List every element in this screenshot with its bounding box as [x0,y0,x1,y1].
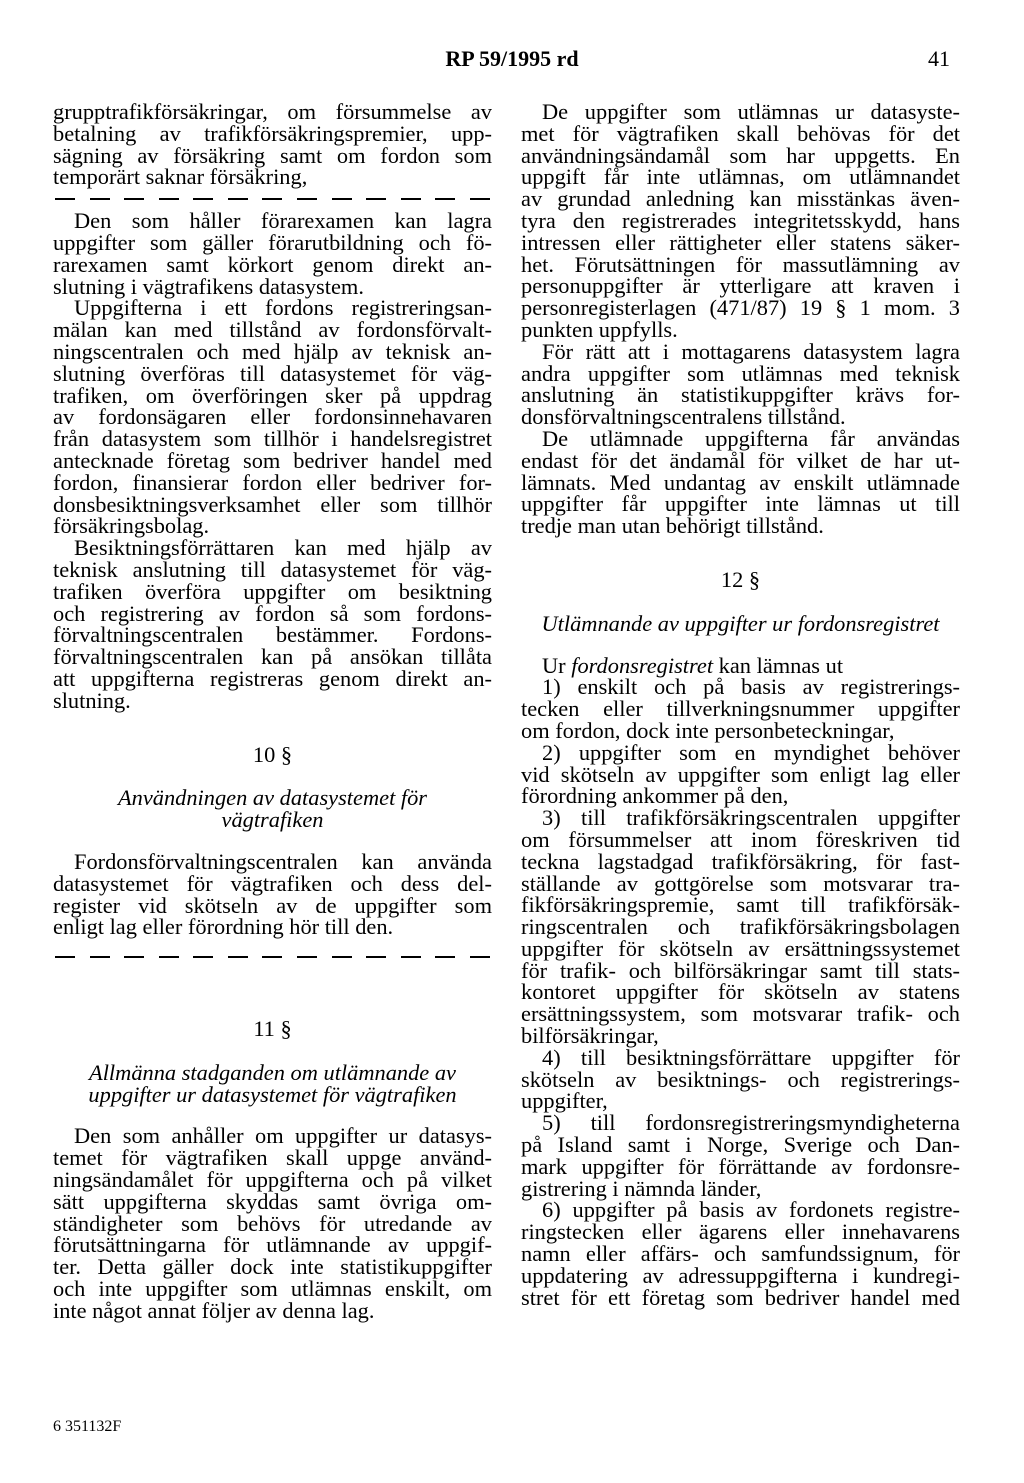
text-line: 3) till trafikförsäkringscentralen uppgifter [542,805,960,831]
section-title: Allmänna stadganden om utlämnande av [89,1059,456,1085]
paragraph [521,338,960,430]
text-line: Den som håller förarexamen kan lagra [74,208,492,234]
text-line: personuppgifter är ytterligare att kraven i [521,273,960,299]
text-line: om försummelser att inom föreskriven tid [521,826,960,852]
text-line: tredje man utan behörigt tillstånd. [521,513,824,539]
text-line: personregisterlagen (471/87) 19 § 1 mom. 3 [521,295,960,321]
item-list [521,676,960,1308]
text-line: stret för ett företag som bedriver handel med [521,1284,960,1310]
text-line: teckna lagstadgad trafikförsäkring, för fast- [521,848,960,874]
paragraph [521,101,960,341]
text-line: Den som anhåller om uppgifter ur datasys- [74,1123,492,1149]
text-line: Uppgifterna i ett fordons registreringsan- [74,295,492,321]
text-line: användningsändamål som har uppgetts. En [521,142,960,168]
text-line: av grundad anledning kan misstänkas även- [521,186,960,212]
text-line: teknisk anslutning till datasystemet för väg- [53,556,492,582]
section-number: 12 § [720,566,761,592]
text-line: För rätt att i mottagarens datasystem lagra [542,338,960,364]
text-line: anslutning än statistikuppgifter krävs for- [521,382,960,408]
section-number: 11 § [253,1016,292,1042]
list-item [521,1199,960,1308]
text-line: intressen eller rättigheter eller statens säker- [521,229,960,255]
document-title: RP 59/1995 rd [445,46,579,71]
text-line: förordning ankommer på den, [521,783,789,809]
text-line: antecknade företag som bedriver handel med [53,447,492,473]
text-line: av fordonsägaren eller fordonsinnehavaren [53,404,492,430]
text-line: tecken eller tillverkningsnummer uppgifter [521,696,960,722]
text-line: enligt lag eller förordning hör till den. [53,914,394,940]
text-line: register vid skötseln av de uppgifter som [53,892,492,918]
text-line: ständigheter som behövs för utredande av [53,1210,492,1236]
text-line: 2) uppgifter som en myndighet behöver [542,739,960,765]
text-line: betalning av trafikförsäkringspremier, upp- [53,120,492,146]
section-title: uppgifter ur datasystemet för vägtrafiken [88,1081,457,1107]
paragraph [53,537,492,711]
section-title: Användningen av datasystemet för [117,785,428,811]
text-line: namn eller affärs- och samfundssignum, för [521,1241,960,1267]
text-line: temet för vägtrafiken skall uppge använd- [53,1145,492,1171]
text-line: uppgifter, [521,1088,608,1114]
text-line: trafiken, om överföringen sker på uppdrag [53,382,492,408]
text-line: uppgifter får uppgifter inte lämnas ut till [521,491,960,517]
intro-prefix: Ur [542,652,566,678]
list-intro [521,652,960,678]
text-line: ringscentralen och trafikförsäkringsbolagen [521,914,960,940]
list-item [521,807,960,1047]
text-line: het. Förutsättningen för massutlämning av [521,251,960,277]
text-line: 4) till besiktningsförrättare uppgifter för [542,1044,960,1070]
section-title: Utlämnande av uppgifter ur fordonsregistret [541,610,940,636]
text-line: ningscentralen och med hjälp av teknisk an- [53,338,492,364]
text-line: ersättningssystem, som motsvarar trafik- och [521,1001,960,1027]
text-line: försäkringsbolag. [53,513,210,539]
text-line: 1) enskilt och på basis av registrerings- [542,674,960,700]
text-line: met för vägtrafiken skall behövas för det [521,120,960,146]
text-line: för trafik- och bilförsäkringar samt till stats- [521,957,960,983]
text-line: ställande av gottgörelse som motsvarar tra- [521,870,960,896]
list-item [521,1112,960,1199]
text-line: fikförsäkringspremie, samt till trafikförsäk- [521,892,960,918]
text-line: 5) till fordonsregistreringsmyndigheterna [542,1110,960,1136]
paragraph [53,210,492,297]
text-line: slutning. [53,687,131,713]
text-line: förvaltningscentralen kan på ansökan tillåta [53,644,492,670]
text-line: ringstecken eller ägarens eller innehavarens [521,1219,960,1245]
intro-register-name: fordonsregistret [571,652,714,678]
text-line: skötseln av besiktnings- och registrerings- [521,1066,960,1092]
text-line: mälan kan med tillstånd av fordonsförvalt- [53,317,492,343]
text-line: andra uppgifter som utlämnas med teknisk [521,360,960,386]
paragraph [53,101,492,188]
text-line: uppgifter som gäller förarutbildning och fö- [53,229,492,255]
text-line: datasystemet för vägtrafiken och dess del- [53,870,492,896]
text-line: mark uppgifter för förrättande av fordonsre- [521,1153,960,1179]
text-line: inte något annat följer av denna lag. [53,1297,375,1323]
text-line: Besiktningsförrättaren kan med hjälp av [74,535,492,561]
text-line: Fordonsförvaltningscentralen kan använda [74,848,492,874]
text-line: att uppgifterna registreras genom direkt an- [53,665,492,691]
text-line: donsförvaltningscentralens tillstånd. [521,404,846,430]
text-line: grupptrafikförsäkringar, om försummelse av [53,99,492,124]
text-line: uppgift får inte utlämnas, om utlämnandet [521,164,960,190]
text-line: bilförsäkringar, [521,1023,659,1049]
text-line: kontoret uppgifter för skötseln av statens [521,979,960,1005]
text-line: rarexamen samt körkort genom direkt an- [53,251,492,277]
text-line: 6) uppgifter på basis av fordonets registre- [542,1197,960,1223]
left-column [53,101,492,1322]
omission-dash-line [53,188,492,210]
text-line: och inte uppgifter som utlämnas enskilt, om [53,1276,492,1302]
text-line: på Island samt i Norge, Sverige och Dan- [521,1132,960,1158]
text-line: fordon, finansierar fordon eller bedriver for- [53,469,492,495]
paragraph [521,425,960,539]
text-line: temporärt saknar försäkring, [53,164,308,190]
text-line: slutning överföras till datasystemet för väg- [53,360,492,386]
text-line: punkten uppfylls. [521,316,678,342]
list-item [521,676,960,741]
text-line: lämnats. Med undantag av enskilt utlämnade [521,469,960,495]
section-number: 10 § [252,741,293,767]
text-line: gistrering i nämnda länder, [521,1175,762,1201]
page-header [0,46,1024,76]
paragraph [53,297,492,537]
text-line: ningsändamålet för uppgifterna och på vilket [53,1167,492,1193]
text-line: förvaltningscentralen bestämmer. Fordons- [53,622,492,648]
text-line: uppdatering av adressuppgifterna i kundregi- [521,1262,960,1288]
text-line: trafiken överföra uppgifter om besiktning [53,578,492,604]
list-item [521,1044,960,1114]
text-line: uppgifter för skötseln av ersättningssystemet [521,935,960,961]
text-line: sätt uppgifterna skyddas samt övriga om- [53,1188,492,1214]
text-line: donsbesiktningsverksamhet eller som tillhör [53,491,492,517]
text-line: förutsättningarna för utlämnande av uppgif- [53,1232,492,1258]
text-line: tyra den registrerades integritetsskydd, hans [521,207,960,233]
text-line: ter. Detta gäller dock inte statistikuppgifter [53,1254,492,1280]
text-line: De utlämnade uppgifterna får användas [542,425,960,451]
omission-dash-line [53,946,492,968]
text-line: och registrering av fordon så som fordons- [53,600,492,626]
intro-suffix: kan lämnas ut [718,652,844,678]
paragraph [53,1125,492,1321]
text-line: vid skötseln av uppgifter som enligt lag eller [521,761,960,787]
text-line: De uppgifter som utlämnas ur datasyste- [542,99,960,124]
text-line: slutning i vägtrafikens datasystem. [53,273,364,299]
text-line: från datasystem som tillhör i handelsregistret [53,426,492,452]
text-line: om fordon, dock inte personbeteckningar, [521,717,895,743]
paragraph [53,848,492,940]
list-item [521,739,960,809]
right-column [521,101,960,1308]
section-title: vägtrafiken [221,807,324,833]
page-number: 41 [928,46,950,71]
text-line: endast för det ändamål för vilket de har ut- [521,447,960,473]
text-line: sägning av försäkring samt om fordon som [53,142,492,168]
footer-code: 6 351132F [53,1418,122,1435]
